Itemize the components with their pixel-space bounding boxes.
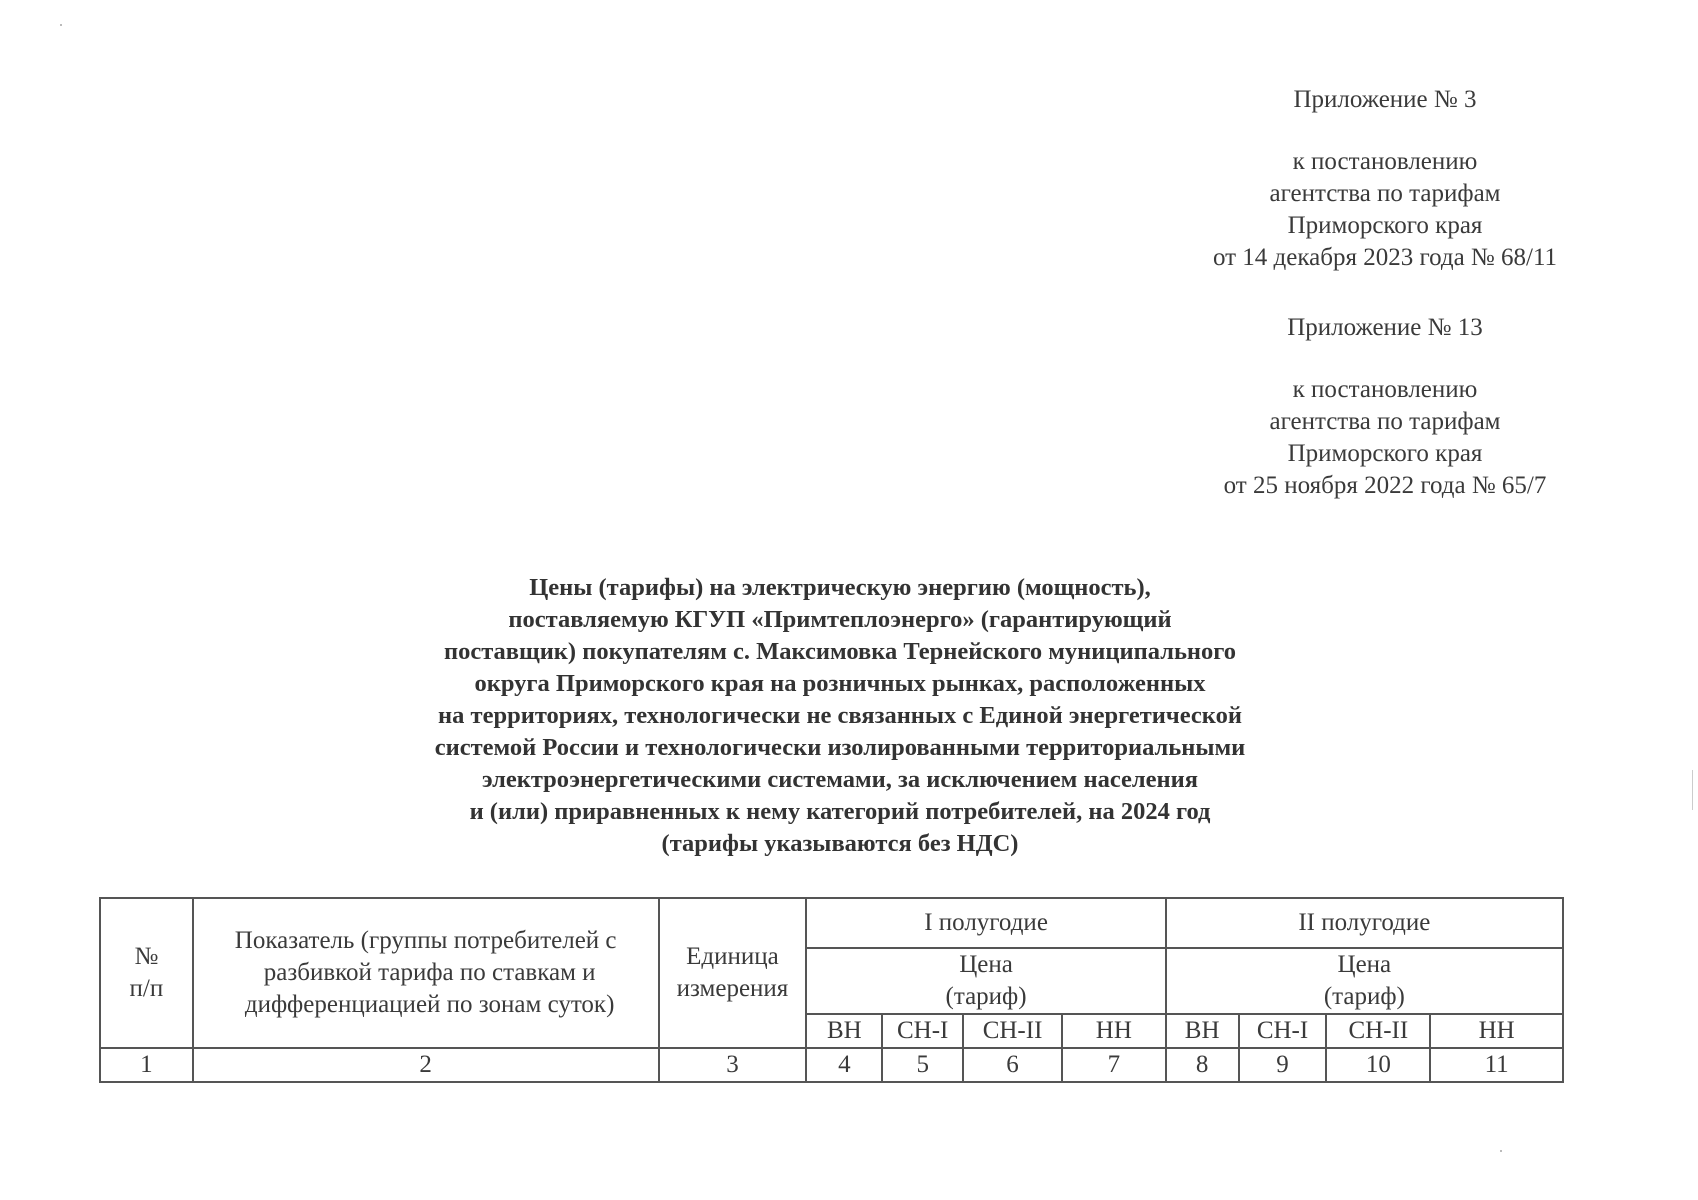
column-number: 3 xyxy=(659,1048,807,1082)
table-row xyxy=(100,1048,1563,1082)
header-price-1: Цена (тариф) xyxy=(806,948,1165,1014)
column-number: 4 xyxy=(806,1048,882,1082)
header-voltage-vn: ВН xyxy=(806,1014,882,1048)
header-unit: Единица измерения xyxy=(659,898,807,1048)
scan-speck xyxy=(60,24,62,26)
annex-original-date: от 25 ноября 2022 года № 65/7 xyxy=(1223,472,1547,499)
title-line: поставщик) покупателям с. Максимовка Тернейского муниципального xyxy=(443,638,1237,665)
annex-current-date: от 14 декабря 2023 года № 68/11 xyxy=(1212,244,1558,271)
column-number: 11 xyxy=(1430,1048,1563,1082)
header-voltage-sn1: СН-I xyxy=(1239,1014,1327,1048)
title-line: (тарифы указываются без НДС) xyxy=(661,830,1019,857)
column-number: 5 xyxy=(882,1048,963,1082)
column-number: 6 xyxy=(963,1048,1062,1082)
column-number: 2 xyxy=(193,1048,659,1082)
title-line: Цены (тарифы) на электрическую энергию (мощность), xyxy=(529,574,1151,601)
annex-original-line: агентства по тарифам xyxy=(1269,408,1501,435)
header-half-year-1: I полугодие xyxy=(806,898,1165,948)
column-number: 10 xyxy=(1326,1048,1430,1082)
column-number: 9 xyxy=(1239,1048,1327,1082)
annex-current-line: агентства по тарифам xyxy=(1269,180,1501,207)
title-line: на территориях, технологически не связанных с Единой энергетической xyxy=(438,702,1242,729)
scan-edge-mark xyxy=(1692,770,1693,810)
column-number: 1 xyxy=(100,1048,193,1082)
annex-current-heading: Приложение № 3 xyxy=(1293,86,1477,113)
header-voltage-sn2: СН-II xyxy=(963,1014,1062,1048)
document-title xyxy=(330,572,1350,860)
annex-current-line: к постановлению xyxy=(1292,148,1478,175)
header-voltage-sn2: СН-II xyxy=(1326,1014,1430,1048)
annex-current-reference xyxy=(1120,84,1650,274)
title-line: округа Приморского края на розничных рынках, расположенных xyxy=(474,670,1206,697)
tariff-table xyxy=(99,897,1564,1083)
header-price-2: Цена (тариф) xyxy=(1166,948,1563,1014)
annex-original-reference xyxy=(1120,312,1650,502)
header-row-number: № п/п xyxy=(100,898,193,1048)
title-line: системой России и технологически изолированными территориальными xyxy=(434,734,1246,761)
header-indicator: Показатель (группы потребителей с разбивкой тарифа по ставкам и дифференциацией по зонам суток) xyxy=(193,898,659,1048)
annex-original-line: к постановлению xyxy=(1292,376,1478,403)
header-voltage-vn: ВН xyxy=(1166,1014,1239,1048)
table-header-row xyxy=(100,898,1563,948)
header-voltage-nn: НН xyxy=(1062,1014,1166,1048)
header-voltage-nn: НН xyxy=(1430,1014,1563,1048)
annex-original-line: Приморского края xyxy=(1287,440,1483,467)
column-number: 7 xyxy=(1062,1048,1166,1082)
scan-speck xyxy=(1500,1150,1502,1152)
annex-original-heading: Приложение № 13 xyxy=(1287,314,1483,341)
header-half-year-2: II полугодие xyxy=(1166,898,1563,948)
title-line: электроэнергетическими системами, за исключением населения xyxy=(481,766,1199,793)
column-number: 8 xyxy=(1166,1048,1239,1082)
title-line: и (или) приравненных к нему категорий потребителей, на 2024 год xyxy=(469,798,1211,825)
annex-current-line: Приморского края xyxy=(1287,212,1483,239)
title-line: поставляемую КГУП «Примтеплоэнерго» (гарантирующий xyxy=(508,606,1172,633)
header-voltage-sn1: СН-I xyxy=(882,1014,963,1048)
